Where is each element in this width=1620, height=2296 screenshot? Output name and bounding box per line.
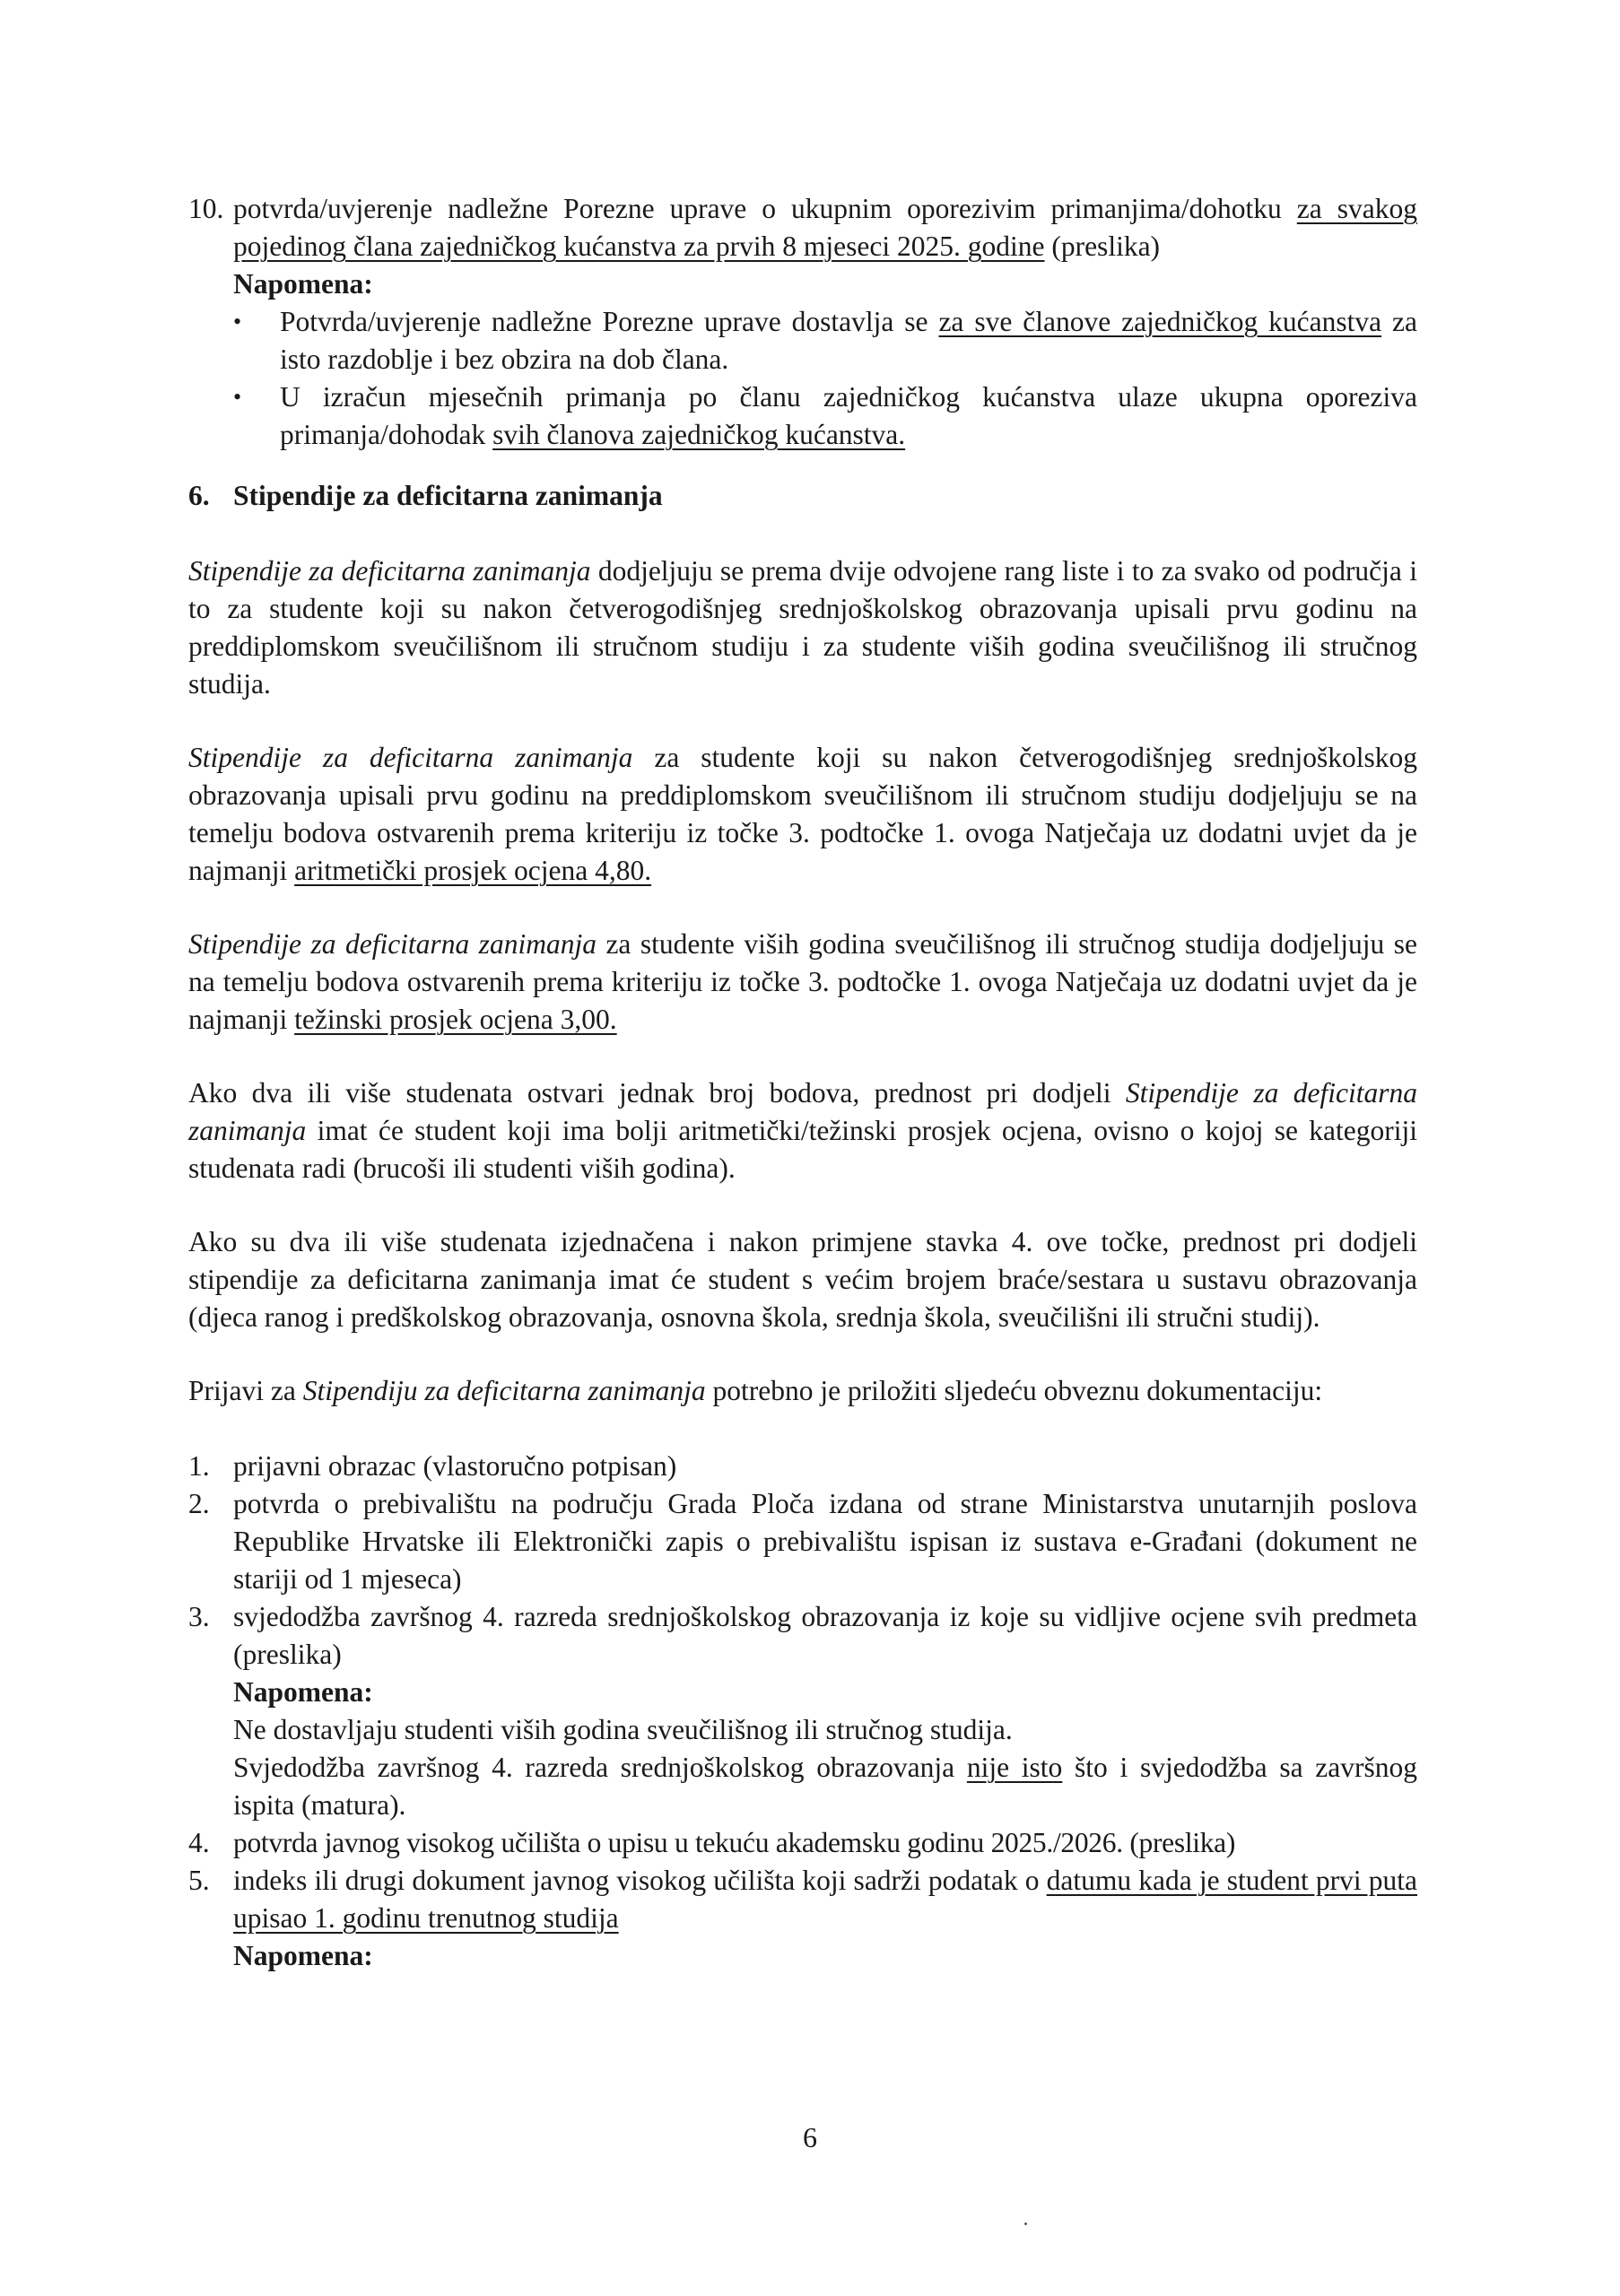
scan-speck (1024, 2222, 1027, 2225)
list-number: 10. (188, 193, 224, 224)
italic-term: Stipendije za deficitarna zanimanja (188, 742, 633, 773)
paragraph-2 (188, 739, 1417, 890)
note-bullet-list (233, 303, 1417, 454)
paragraph-4 (188, 1074, 1417, 1187)
document-item-2 (188, 1485, 1417, 1598)
note-text: Svjedodžba završnog 4. razreda srednjoškolskog obrazovanja (233, 1752, 967, 1783)
bullet-icon: • (233, 384, 242, 410)
document-text: prijavni obrazac (vlastoručno potpisan) (233, 1450, 677, 1482)
note-label: Napomena: (233, 1940, 373, 1971)
paragraph-underlined: težinski prosjek ocjena 3,00. (294, 1004, 617, 1035)
list-number: 1. (188, 1450, 210, 1482)
note-text-underlined: nije isto (966, 1752, 1063, 1783)
item-text-underlined: za svakog pojedinog člana zajedničkog kućanstva za prvih 8 mjeseci 2025. godine (233, 193, 1417, 262)
list-number: 2. (188, 1488, 210, 1519)
paragraph-text: za studente viših godina sveučilišnog ili stručnog studija dodjeljuju se na temelju bodova ostvarenih prema kriteriju iz točke 3. podtočke 1. ovoga Natječaja uz dodatni uvjet da je najmanji (188, 928, 1417, 1035)
bullet-text: Potvrda/uvjerenje nadležne Porezne uprave dostavlja se (280, 306, 939, 337)
list-number: 5. (188, 1865, 210, 1896)
paragraph-text: Ako su dva ili više studenata izjednačena i nakon primjene stavka 4. ove točke, prednost pri dodjeli stipendije za deficitarna zanimanja imat će student s većim brojem braće/sestara u sustavu obrazovanja (djeca ranog i predškolskog obrazovanja, osnovna škola, srednja škola, sveučilišni ili stručni studij). (188, 1226, 1417, 1333)
list-item-10 (188, 190, 1417, 454)
italic-term: Stipendije za deficitarna zanimanja (188, 928, 597, 960)
paragraph-3 (188, 926, 1417, 1039)
paragraph-6 (188, 1372, 1417, 1410)
document-text: potvrda javnog visokog učilišta o upisu u tekuću akademsku godinu 2025./2026. (preslika) (233, 1827, 1236, 1858)
note-text-after: što i svjedodžba sa završnog ispita (matura). (233, 1752, 1418, 1821)
bullet-text-underlined: svih članova zajedničkog kućanstva. (492, 419, 906, 450)
document-text: svjedodžba završnog 4. razreda srednjoškolskog obrazovanja iz koje su vidljive ocjene svih predmeta (preslika) (233, 1601, 1417, 1670)
paragraph-1 (188, 552, 1417, 703)
italic-term: Stipendije za deficitarna zanimanja (188, 555, 591, 587)
paragraph-5 (188, 1223, 1417, 1336)
italic-term: Stipendije za deficitarna zanimanja (188, 1077, 1417, 1146)
paragraph-text: Ako dva ili više studenata ostvari jednak broj bodova, prednost pri dodjeli (188, 1077, 1126, 1109)
list-number: 4. (188, 1827, 210, 1858)
note-label: Napomena: (233, 1676, 373, 1708)
italic-term: Stipendiju za deficitarna zanimanja (302, 1375, 706, 1406)
section-heading (188, 477, 1417, 515)
required-documents-list (188, 1448, 1417, 1975)
section-title: Stipendije za deficitarna zanimanja (233, 480, 663, 511)
document-item-4 (188, 1824, 1417, 1862)
document-item-1 (188, 1448, 1417, 1485)
paragraph-text-after: potrebno je priložiti sljedeću obveznu dokumentaciju: (705, 1375, 1323, 1406)
list-number: 3. (188, 1601, 210, 1632)
paragraph-underlined: aritmetički prosjek ocjena 4,80. (294, 855, 652, 886)
bullet-text: U izračun mjesečnih primanja po članu zajedničkog kućanstva ulaze ukupna oporeziva primanja/dohodak (280, 381, 1417, 450)
document-item-5 (188, 1862, 1417, 1975)
paragraph-text: Prijavi za (188, 1375, 303, 1406)
document-item-3 (188, 1598, 1417, 1824)
paragraph-text-after: imat će student koji ima bolji aritmetički/težinski prosjek ocjena, ovisno o kojoj se kategoriji studenata radi (brucoši ili studenti viših godina). (188, 1115, 1417, 1184)
bullet-text-after: za isto razdoblje i bez obzira na dob člana. (280, 306, 1417, 375)
item-text: potvrda/uvjerenje nadležne Porezne uprave o ukupnim oporezivim primanjima/dohotku (233, 193, 1297, 224)
bullet-item (233, 378, 1417, 454)
note-label: Napomena: (233, 268, 373, 300)
note-text: Ne dostavljaju studenti viših godina sveučilišnog ili stručnog studija. (233, 1714, 1013, 1745)
item-text-after: (preslika) (1044, 230, 1161, 262)
section-number: 6. (188, 480, 210, 511)
bullet-text-underlined: za sve članove zajedničkog kućanstva (938, 306, 1382, 337)
paragraph-text: za studente koji su nakon četverogodišnjeg srednjoškolskog obrazovanja upisali prvu godinu na preddiplomskom sveučilišnom ili stručnom studiju dodjeljuju se na temelju bodova ostvarenih prema kriteriju iz točke 3. podtočke 1. ovoga Natječaja uz dodatni uvjet da je najmanji (188, 742, 1418, 886)
document-text: indeks ili drugi dokument javnog visokog učilišta koji sadrži podatak o (233, 1865, 1047, 1896)
bullet-item (233, 303, 1417, 378)
bullet-icon: • (233, 309, 242, 335)
document-text: potvrda o prebivalištu na području Grada Ploča izdana od strane Ministarstva unutarnjih poslova Republike Hrvatske ili Elektronički zapis o prebivalištu ispisan iz sustava e-Građani (dokument ne stariji od 1 mjeseca) (233, 1488, 1417, 1595)
paragraph-text: dodjeljuju se prema dvije odvojene rang liste i to za svako od područja i to za studente koji su nakon četverogodišnjeg srednjoškolskog obrazovanja upisali prvu godinu na preddiplomskom sveučilišnom ili stručnom studiju i za studente viših godina sveučilišnog ili stručnog studija. (188, 555, 1417, 700)
page-number: 6 (803, 2121, 817, 2153)
document-text-underlined: datumu kada je student prvi puta upisao 1. godinu trenutnog studija (233, 1865, 1417, 1934)
page-content (188, 190, 1417, 1975)
